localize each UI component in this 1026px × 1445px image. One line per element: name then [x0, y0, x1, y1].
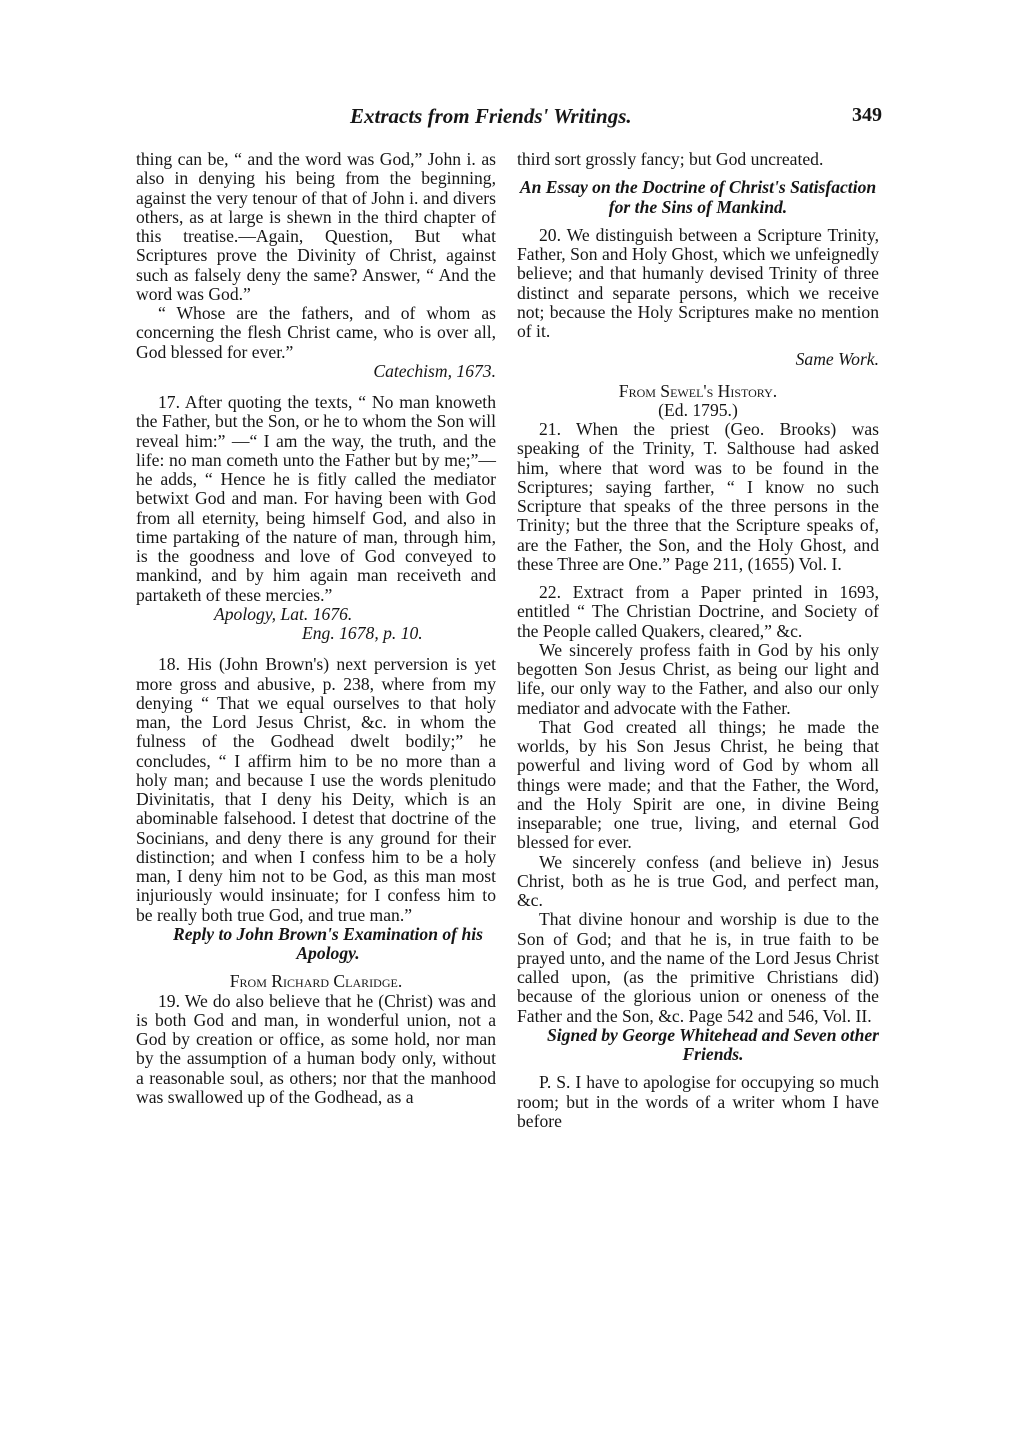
running-header — [130, 104, 882, 140]
paragraph: thing can be, “ and the word was God,” John i. as also in denying his being from the beginning, against the very tenour of that of John i. and divers others, as at large is shewn in the third chapter of this treatise.—Again, Question, But what Scriptures prove the Divinity of Christ, against such as falsely deny the same? Answer, “ And the word was God.” — [136, 149, 496, 304]
paragraph: P. S. I have to apologise for occupying so much room; but in the words of a writer whom I have before — [517, 1072, 879, 1131]
attribution: Same Work. — [795, 349, 879, 370]
attribution: Catechism, 1673. — [373, 360, 496, 381]
left-column — [136, 150, 496, 1107]
right-column — [517, 150, 879, 1131]
page-number: 349 — [852, 104, 882, 126]
paragraph: 19. We do also believe that he (Christ) was and is both God and man, in wonderful union, not a God by creation or office, as some hold, nor man by the assumption of a human body only, without a reasonable soul, as others; nor that the manhood was swallowed up of the Godhead, as a — [136, 990, 496, 1107]
paragraph: 17. After quoting the texts, “ No man knoweth the Father, but the Son, or he to whom the Son will reveal him:” —“ I am the way, the truth, and the life: no man cometh unto the Father but by me;”—he adds, “ Hence he is fitly called the mediator betwixt God and man. For having been with God from all eternity, being himself God, and also in time partaking of the nature of man, through him, is the goodness and love of God conveyed to mankind, and by him again man receiveth and partaketh of these mercies.” — [136, 392, 496, 605]
paragraph: That divine honour and worship is due to the Son of God; and that he is, in true faith to be prayed unto, and the name of the Lord Jesus Christ called upon, (as the primitive Christians did) because of the glorious union or oneness of the Father and the Son, &c. Page 542 and 546, Vol. II. — [517, 909, 879, 1026]
paragraph: 20. We distinguish between a Scripture Trinity, Father, Son and Holy Ghost, which we unfeignedly believe; and that humanly devised Trinity of three distinct and separate persons, which we receive not; because the Holy Scriptures make no mention of it. — [517, 224, 879, 341]
attribution: Signed by George Whitehead and Seven other Friends. — [547, 1024, 880, 1064]
section-heading: From Sewel's History. — [618, 380, 778, 401]
running-title: Extracts from Friends' Writings. — [350, 104, 632, 128]
edition-note: (Ed. 1795.) — [658, 399, 738, 420]
paragraph: We sincerely profess faith in God by his only begotten Son Jesus Christ, as being our light and life, our only way to the Father, and also our only mediator and advocate with the Father. — [517, 639, 879, 718]
paragraph: That God created all things; he made the worlds, by his Son Jesus Christ, he being that powerful and living word of God by whom all things were made; and that the Father, the Word, and the Holy Spirit are one, in divine Being inseparable; one true, living, and eternal God blessed for ever. — [517, 716, 879, 853]
attribution: Eng. 1678, p. 10. — [302, 623, 423, 643]
attribution: Reply to John Brown's Examination of his Apology. — [173, 923, 483, 963]
paragraph: 22. Extract from a Paper printed in 1693, entitled “ The Christian Doctrine, and Society of the People called Quakers, cleared,” &c. — [517, 582, 879, 641]
paragraph: 21. When the priest (Geo. Brooks) was speaking of the Trinity, T. Salthouse had asked him, where that word was to be found in the Scriptures; saying farther, “ I know no such Scripture that speaks of the three persons in the Trinity; but the three that the Scripture speaks of, are the Father, the Son, and the Holy Ghost, and these Three are One.” Page 211, (1655) Vol. I. — [517, 419, 879, 574]
attribution: Apology, Lat. 1676. — [214, 603, 353, 624]
section-heading: From Richard Claridge. — [229, 971, 403, 992]
paragraph: 18. His (John Brown's) next perversion is yet more gross and abusive, p. 238, where from my denying “ That we equal ourselves to that holy man, the Lord Jesus Christ, &c. in whom the fulness of the Godhead dwelt bodily;” he concludes, “ I affirm him to be no more than a holy man; and because I use the words plenitudo Divinitatis, that I deny his Deity, which is an abominable falsehood. I detest that doctrine of the Socinians, and deny there is any ground for their distinction; and when I confess him to be a holy man, I deny him not to be God, as this man most injuriously would insinuate; for I confess him to be really both true God, and true man.” — [136, 654, 496, 925]
paragraph: “ Whose are the fathers, and of whom as concerning the flesh Christ came, who is over all, God blessed for ever.” — [136, 303, 496, 362]
paragraph: We sincerely confess (and believe in) Jesus Christ, both as he is true God, and perfect man, &c. — [517, 851, 879, 910]
paragraph: third sort grossly fancy; but God uncreated. — [517, 149, 824, 169]
essay-title: An Essay on the Doctrine of Christ's Satisfaction for the Sins of Mankind. — [519, 177, 877, 217]
